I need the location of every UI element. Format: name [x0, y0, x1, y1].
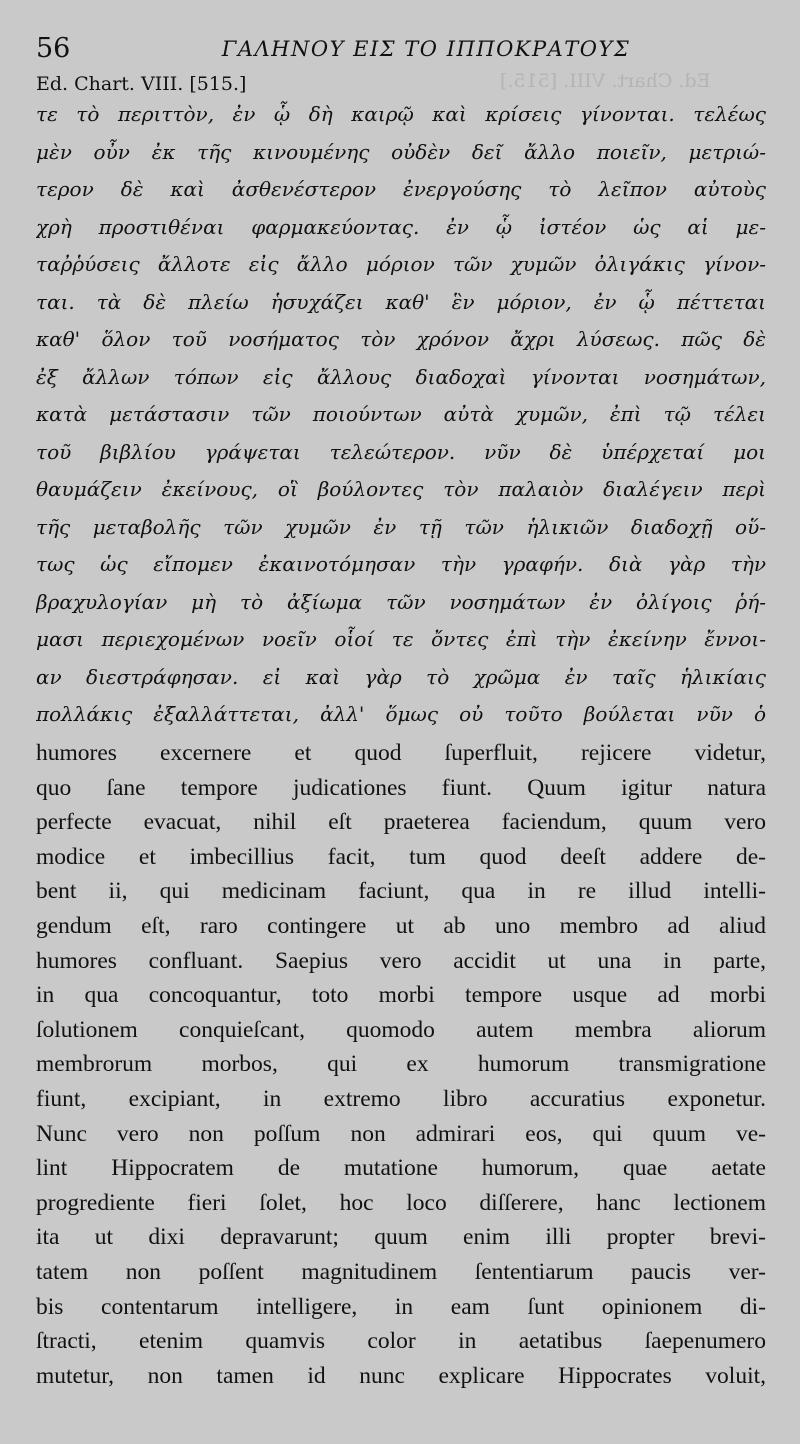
running-title: ΓΑΛΗΝΟΥ ΕΙΣ ΤΟ ΙΠΠΟΚΡΑΤΟΥΣ [221, 37, 631, 61]
latin-line: modice et imbecillius facit, tum quod deeſt addere de- [36, 843, 766, 870]
greek-line: βραχυλογίαν μὴ τὸ ἀξίωμα τῶν νοσημάτων ἐν ὀλίγοις ῥή- [36, 589, 766, 614]
latin-line: ſolutionem conquieſcant, quomodo autem membra aliorum [36, 1016, 766, 1043]
greek-line: καθ' ὅλον τοῦ νοσήματος τὸν χρόνον ἄχρι λύσεως. πῶς δὲ [36, 327, 766, 351]
greek-text-block [36, 96, 766, 734]
latin-line: progrediente fieri ſolet, hoc loco diſſerere, hanc lectionem [36, 1189, 766, 1216]
latin-line: fiunt, excipiant, in extremo libro accuratius exponetur. [36, 1085, 766, 1112]
greek-line: τως ὡς εἴπομεν ἐκαινοτόμησαν τὴν γραφήν. διὰ γὰρ τὴν [36, 552, 766, 576]
edition-reference: Ed. Chart. VIII. [515.] [36, 73, 247, 95]
latin-line: lint Hippocratem de mutatione humorum, quae aetate [36, 1155, 766, 1182]
greek-line: χρὴ προστιθέναι φαρμακεύοντας. ἐν ᾧ ἰστέον ὡς αἱ με- [36, 214, 766, 239]
bleed-through-text: Ed. Chart. VIII. [515.] [500, 70, 711, 92]
latin-text-block [36, 736, 766, 1393]
latin-line: bis contentarum intelligere, in eam ſunt opinionem di- [36, 1293, 766, 1320]
greek-line: τῆς μεταβολῆς τῶν χυμῶν ἐν τῇ τῶν ἡλικιῶν διαδοχῇ οὕ- [36, 514, 766, 539]
page-number: 56 [36, 33, 71, 64]
greek-line: τερον δὲ καὶ ἀσθενέστερον ἐνεργούσης τὸ λεῖπον αὐτοὺς [36, 177, 766, 201]
greek-line: κατὰ μετάστασιν τῶν ποιούντων αὐτὰ χυμῶν, ἐπὶ τῷ τέλει [36, 402, 766, 426]
latin-line: humores excernere et quod ſuperfluit, rejicere videtur, [36, 740, 766, 766]
greek-line: μὲν οὖν ἐκ τῆς κινουμένης οὐδὲν δεῖ ἄλλο ποιεῖν, μετριώ- [36, 139, 766, 164]
latin-line: bent ii, qui medicinam faciunt, qua in re illud intelli- [36, 878, 766, 905]
greek-line: ἐξ ἄλλων τόπων εἰς ἄλλους διαδοχαὶ γίνονται νοσημάτων, [36, 364, 766, 389]
greek-line: τε τὸ περιττὸν, ἐν ᾧ δὴ καιρῷ καὶ κρίσεις γίνονται. τελέως [36, 102, 766, 126]
latin-line: tatem non poſſent magnitudinem ſententiarum paucis ver- [36, 1258, 766, 1285]
latin-line: gendum eſt, raro contingere ut ab uno membro ad aliud [36, 912, 766, 939]
latin-line: perfecte evacuat, nihil eſt praeterea faciendum, quum vero [36, 809, 766, 836]
greek-line: θαυμάζειν ἐκείνους, οἳ βούλοντες τὸν παλαιὸν διαλέγειν περὶ [36, 477, 766, 501]
latin-line: in qua concoquantur, toto morbi tempore usque ad morbi [36, 982, 766, 1009]
greek-line: μασι περιεχομένων νοεῖν οἷοί τε ὄντες ἐπὶ τὴν ἐκείνην ἔννοι- [36, 627, 766, 651]
greek-line: τοῦ βιβλίου γράψεται τελεώτερον. νῦν δὲ ὑπέρχεταί μοι [36, 439, 766, 464]
greek-line: πολλάκις ἐξαλλάττεται, ἀλλ' ὅμως οὐ τοῦτο βούλεται νῦν ὁ [36, 702, 766, 726]
greek-line: ται. τὰ δὲ πλείω ἡσυχάζει καθ' ἓν μόριον, ἐν ᾧ πέττεται [36, 289, 766, 314]
greek-line: ταῤῥύσεις ἄλλοτε εἰς ἄλλο μόριον τῶν χυμῶν ὀλιγάκις γίνον- [36, 252, 766, 276]
latin-line: quo ſane tempore judicationes fiunt. Quum igitur natura [36, 774, 766, 801]
page-header [36, 32, 776, 66]
latin-line: Nunc vero non poſſum non admirari eos, qui quum ve- [36, 1120, 766, 1147]
latin-line: mutetur, non tamen id nunc explicare Hippocrates voluit, [36, 1362, 766, 1389]
latin-line: ita ut dixi depravarunt; quum enim illi propter brevi- [36, 1224, 766, 1251]
latin-line: membrorum morbos, qui ex humorum transmigratione [36, 1051, 766, 1078]
greek-line: αν διεστράφησαν. εἰ καὶ γὰρ τὸ χρῶμα ἐν ταῖς ἡλικίαις [36, 664, 766, 689]
latin-line: humores confluant. Saepius vero accidit ut una in parte, [36, 947, 766, 974]
latin-line: ſtracti, etenim quamvis color in aetatibus ſaepenumero [36, 1328, 766, 1355]
